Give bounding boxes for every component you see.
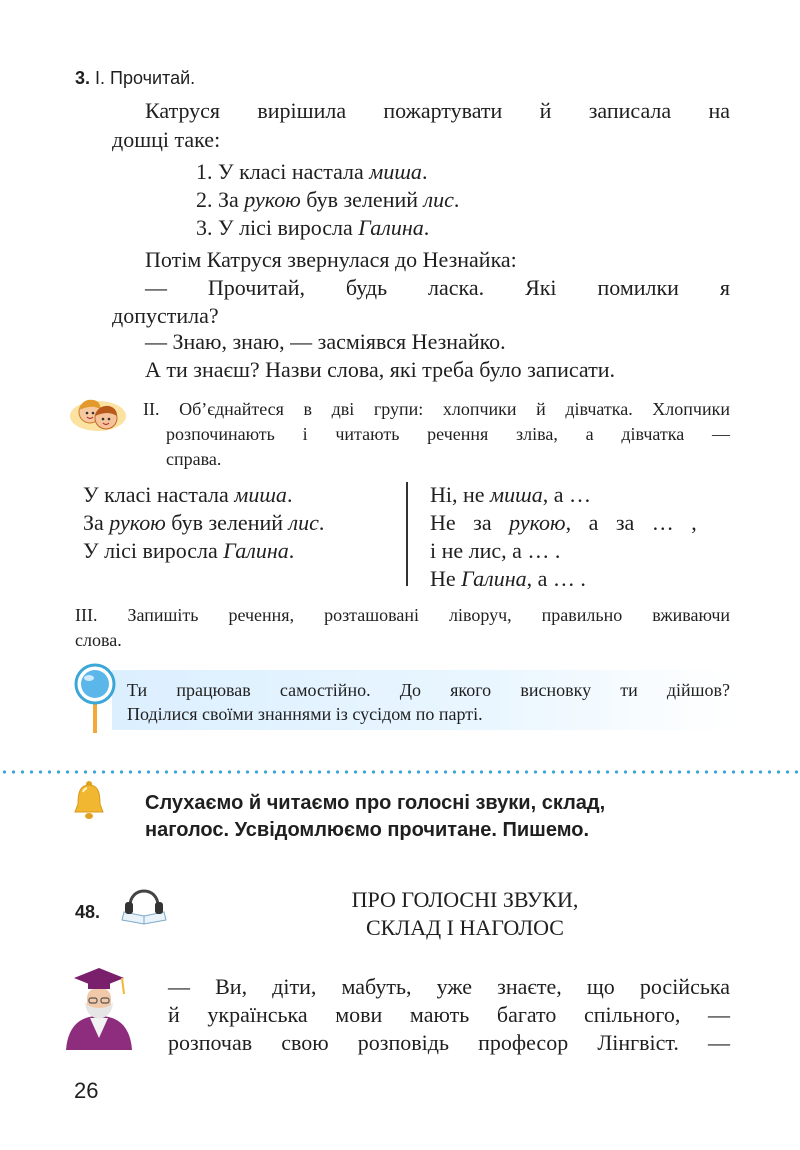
- left-sentence: У класі настала миша.: [83, 482, 293, 507]
- task-2-line-3: справа.: [166, 449, 222, 469]
- list-item: 2. За рукою був зелений лис.: [196, 187, 460, 212]
- intro-line-2: дошці таке:: [112, 127, 221, 152]
- lesson-goal-line-2: наголос. Усвідомлюємо прочитане. Пишемо.: [145, 819, 590, 841]
- exercise-title: [200, 886, 730, 942]
- story-line-2: й українська мови мають багато спільного, —: [168, 1002, 730, 1027]
- dialogue-line-3: — Знаю, знаю, — засміявся Незнайко.: [145, 329, 506, 354]
- left-sentence: За рукою був зелений лис.: [83, 510, 325, 535]
- section-divider: [0, 770, 800, 774]
- right-sentence: Не Галина, а … .: [430, 566, 586, 591]
- task-2-line-1: ІІ. Об’єднайтеся в дві групи: хлопчики й дівчатка. Хлопчики: [143, 399, 730, 419]
- magnifier-icon: [74, 663, 116, 735]
- dialogue-line-2: допустила?: [112, 303, 219, 328]
- page-number: 26: [74, 1078, 99, 1103]
- task-3-line-1: ІІІ. Запишіть речення, розташовані ліворуч, правильно вживаючи: [75, 605, 730, 625]
- list-item: 3. У лісі виросла Галина.: [196, 215, 430, 240]
- right-sentence: і не лис, а … .: [430, 538, 561, 563]
- right-sentence: Ні, не миша, а …: [430, 482, 591, 507]
- exercise-number: 48.: [75, 902, 101, 922]
- list-item: 1. У класі настала миша.: [196, 159, 428, 184]
- task-label: І. Прочитай.: [95, 68, 196, 88]
- lesson-goal-line-1: Слухаємо й читаємо про голосні звуки, склад,: [145, 792, 606, 814]
- tip-line-2: Поділися своїми знаннями із сусідом по парті.: [127, 704, 483, 724]
- exercise-number: 3.: [75, 68, 91, 88]
- paragraph: Потім Катруся звернулася до Незнайка:: [145, 247, 517, 272]
- dialogue-line-1: — Прочитай, будь ласка. Які помилки я: [145, 275, 730, 300]
- title-line-2: СКЛАД І НАГОЛОС: [366, 915, 564, 940]
- task-3-line-2: слова.: [75, 630, 122, 650]
- group-work-icon: [68, 392, 128, 434]
- story-line-1: — Ви, діти, мабуть, уже знаєте, що російська: [168, 974, 730, 999]
- task-2-line-2: розпочинають і читають речення зліва, а дівчатка —: [166, 424, 730, 444]
- question-line: А ти знаєш? Назви слова, які треба було записати.: [145, 357, 615, 382]
- column-divider: [406, 482, 408, 586]
- tip-line-1: Ти працював самостійно. До якого висновку ти дійшов?: [127, 680, 730, 700]
- left-sentence: У лісі виросла Галина.: [83, 538, 295, 563]
- professor-illustration: [60, 962, 138, 1052]
- intro-line-1: Катруся вирішила пожартувати й записала на: [145, 98, 730, 123]
- title-line-1: ПРО ГОЛОСНІ ЗВУКИ,: [351, 887, 579, 912]
- lesson-goal: [145, 790, 605, 844]
- exercise-3-header: [75, 66, 195, 90]
- right-sentence: Не за рукою, а за … ,: [430, 510, 697, 535]
- headphones-book-icon: [118, 880, 170, 930]
- bell-icon: [72, 780, 106, 820]
- story-line-3: розпочав свою розповідь професор Лінгвіст. —: [168, 1030, 730, 1055]
